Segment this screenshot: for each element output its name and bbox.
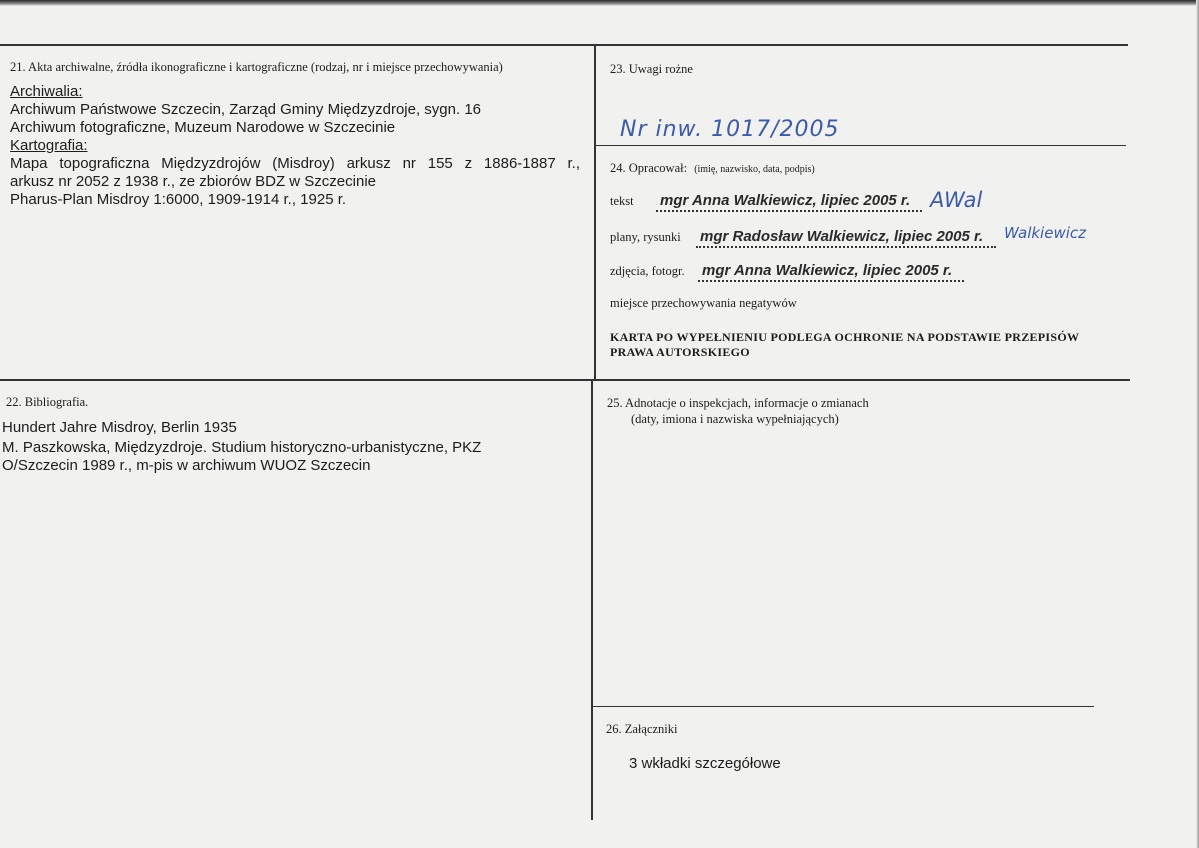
archiwalia-line-1: Archiwum Państwowe Szczecin, Zarząd Gminy Międzyzdroje, sygn. 16 (10, 101, 482, 118)
copyright-notice-line-2: PRAWA AUTORSKIEGO (610, 345, 750, 359)
plany-value: mgr Radosław Walkiewicz, lipiec 2005 r. (700, 228, 984, 245)
attachments-value: 3 wkładki szczegółowe (629, 755, 781, 772)
center-divider (594, 44, 596, 380)
copyright-notice-line-1: KARTA PO WYPEŁNIENIU PODLEGA OCHRONIE NA PODSTAWIE PRZEPISÓW (610, 330, 1080, 344)
center-divider-lower (591, 380, 593, 820)
negatives-storage-label: miejsce przechowywania negatywów (610, 296, 797, 310)
section23-label: 23. Uwagi rożne (610, 62, 693, 76)
section21-label: 21. Akta archiwalne, źródła ikonograficzne i kartograficzne (rodzaj, nr i miejsce przechowywania) (10, 60, 503, 74)
kartografia-line-2: arkusz nr 2052 z 1938 r., ze zbiorów BDZ w Szczecinie (10, 173, 376, 190)
section24-label: 24. Opracował: (610, 161, 688, 175)
tekst-signature: AWal (930, 188, 983, 212)
section26-label: 26. Załączniki (606, 722, 678, 736)
section23-bottom-rule (596, 145, 1126, 146)
tekst-value: mgr Anna Walkiewicz, lipiec 2005 r. (660, 192, 911, 209)
zdjecia-value: mgr Anna Walkiewicz, lipiec 2005 r. (702, 262, 953, 279)
section24-label-hint: (imię, nazwisko, data, podpis) (694, 164, 815, 175)
plany-label: plany, rysunki (610, 230, 681, 244)
section22-label: 22. Bibliografia. (6, 395, 89, 409)
zdjecia-dotted-line (698, 280, 964, 282)
zdjecia-label: zdjęcia, fotogr. (610, 264, 685, 278)
middle-rule (0, 379, 1130, 381)
section25-label: 25. Adnotacje o inspekcjach, informacje o zmianach (607, 396, 869, 410)
bibliography-line-1: Hundert Jahre Misdroy, Berlin 1935 (2, 419, 237, 436)
section24-label-row (610, 161, 815, 176)
tekst-label: tekst (610, 194, 634, 208)
section25-label-line-2: (daty, imiona i nazwiska wypełniających) (631, 412, 839, 426)
kartografia-heading: Kartografia: (10, 137, 88, 154)
bibliography-line-2: M. Paszkowska, Międzyzdroje. Studium historyczno-urbanistyczne, PKZ (2, 439, 482, 456)
plany-dotted-line (696, 246, 996, 248)
tekst-dotted-line (656, 210, 922, 212)
archiwalia-line-2: Archiwum fotograficzne, Muzeum Narodowe w Szczecinie (10, 119, 396, 136)
inventory-number-handwritten: Nr inw. 1017/2005 (620, 117, 840, 142)
bibliography-line-3: O/Szczecin 1989 r., m-pis w archiwum WUOZ Szczecin (2, 457, 371, 474)
scan-top-edge (0, 0, 1199, 6)
kartografia-line-3: Pharus-Plan Misdroy 1:6000, 1909-1914 r., 1925 r. (10, 191, 347, 208)
kartografia-line-1: Mapa topograficzna Międzyzdrojów (Misdroy) arkusz nr 155 z 1886-1887 r., (10, 155, 580, 172)
archiwalia-heading: Archiwalia: (10, 83, 83, 100)
top-rule (0, 44, 1128, 46)
plany-signature: Walkiewicz (1004, 224, 1087, 242)
section26-top-rule (592, 706, 1094, 707)
